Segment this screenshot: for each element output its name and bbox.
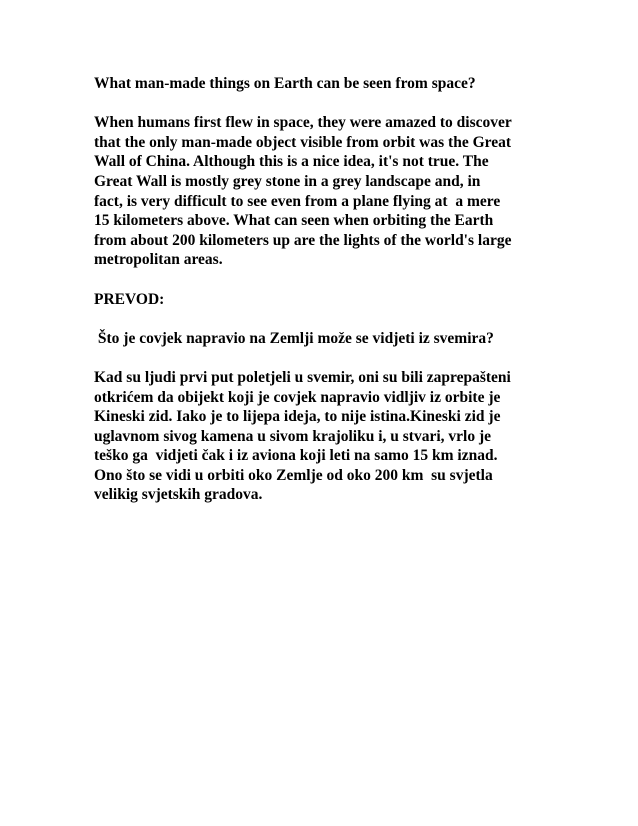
paragraph-gap	[94, 94, 554, 114]
answer-croatian-line: velikig svjetskih gradova.	[94, 486, 263, 504]
paragraph-gap	[94, 348, 554, 368]
question-croatian: Što je covjek napravio na Zemlji može se vidjeti iz svemira?	[94, 329, 494, 347]
answer-croatian-line: Kineski zid. Iako je to lijepa ideja, to nije istina.Kineski zid je	[94, 408, 501, 426]
paragraph-gap	[94, 270, 554, 290]
answer-english-line: fact, is very difficult to see even from a plane flying at a mere	[94, 192, 501, 210]
answer-english-line: from about 200 kilometers up are the lights of the world's large	[94, 231, 512, 249]
answer-croatian-line: Ono što se vidi u orbiti oko Zemlje od oko 200 km su svjetla	[94, 466, 493, 484]
answer-croatian-line: Kad su ljudi prvi put poletjeli u svemir, oni su bili zaprepašteni	[94, 368, 511, 386]
answer-croatian-line: teško ga vidjeti čak i iz aviona koji leti na samo 15 km iznad.	[94, 447, 498, 465]
answer-english-paragraph	[94, 113, 554, 270]
answer-english-line: 15 kilometers above. What can seen when orbiting the Earth	[94, 212, 494, 230]
question-english: What man-made things on Earth can be seen from space?	[94, 75, 476, 92]
answer-croatian-paragraph	[94, 368, 554, 505]
answer-croatian-line: uglavnom sivog kamena u sivom krajoliku i, u stvari, vrlo je	[94, 427, 491, 445]
answer-english-line: that the only man-made object visible from orbit was the Great	[94, 133, 512, 151]
answer-english-line: Great Wall is mostly grey stone in a grey landscape and, in	[94, 172, 481, 190]
document-body	[94, 74, 554, 505]
answer-english-line: metropolitan areas.	[94, 251, 223, 269]
answer-english-line: Wall of China. Although this is a nice idea, it's not true. The	[94, 153, 489, 171]
translation-heading: PREVOD:	[94, 290, 165, 308]
answer-croatian-line: otkrićem da obijekt koji je covjek napravio vidljiv iz orbite je	[94, 388, 501, 406]
answer-english-line: When humans first flew in space, they were amazed to discover	[94, 114, 512, 132]
paragraph-gap	[94, 309, 554, 329]
